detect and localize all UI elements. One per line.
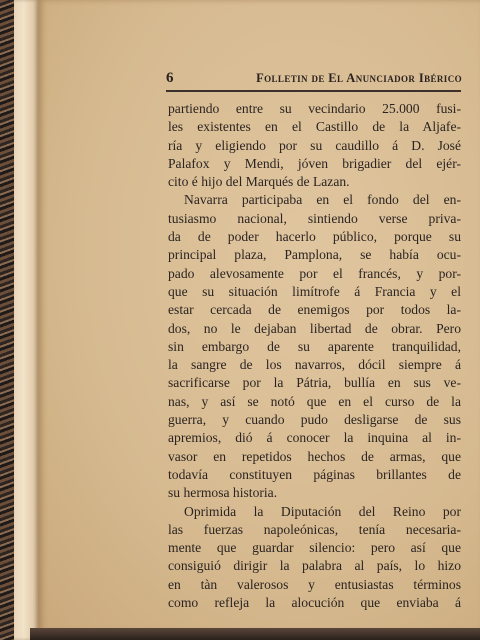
text-line: pado alevosamente por el francés, y por- (168, 265, 461, 281)
running-head: Folletin de El Anunciador Ibérico (256, 70, 462, 85)
text-line: mente que guardar silencio: pero así que (168, 540, 461, 556)
text-line: consiguió dirigir la palabra al país, lo hizo (168, 558, 461, 574)
text-line: guerra, y cuando pudo desligarse de sus (168, 412, 461, 428)
page-bottom-shadow (30, 628, 480, 640)
text-line: su hermosa historia. (168, 485, 278, 501)
body-text (168, 100, 461, 612)
page-number: 6 (166, 69, 174, 86)
text-line: sin embargo de su aparente tranquilidad, (168, 338, 461, 354)
text-line: las fuerzas napoleónicas, tenía necesaria- (168, 521, 461, 537)
previous-page-edge (14, 0, 38, 640)
text-line: partiendo entre su vecindario 25.000 fusi- (168, 101, 461, 116)
text-line: sacrificarse por la Pátria, bullía en sus ve- (168, 375, 461, 391)
text-line: principal plaza, Pamplona, se había ocu- (168, 247, 461, 263)
text-line: la sangre de los navarros, dócil siempre á (168, 357, 461, 373)
text-line: cito é hijo del Marqués de Lazan. (168, 174, 350, 190)
text-line: nas, y así se notó que en el curso de la (168, 393, 461, 409)
text-line: Palafox y Mendi, jóven brigadier del ejér- (168, 155, 461, 171)
page-header (166, 66, 462, 90)
text-line: Oprimida la Diputación del Reino por (184, 503, 461, 519)
text-line: ría y eligiendo por su caudillo á D. José (168, 137, 461, 153)
text-line: da de poder hacerlo público, porque su (168, 229, 461, 245)
text-line: les existentes en el Castillo de la Aljafe- (168, 119, 461, 135)
text-line: tusiasmo nacional, sintiendo verse priva- (168, 210, 461, 226)
text-line: como refleja la alocución que enviaba á (168, 595, 461, 611)
text-line: vasor en repetidos hechos de armas, que (168, 448, 461, 464)
book-cover-edge (0, 0, 14, 640)
text-line: estar cercada de enemigos por todos la- (168, 302, 461, 318)
text-line: todavía constituyen páginas brillantes de (168, 466, 461, 482)
text-line: Navarra participaba en el fondo del en- (184, 192, 461, 208)
text-line: dos, no le dejaban libertad de obrar. Pero (168, 320, 461, 336)
text-line: apremios, dió á conocer la inquina al in- (168, 430, 461, 446)
header-rule (166, 90, 461, 92)
text-line: en tàn valerosos y entusiastas términos (168, 576, 461, 592)
text-line: que su situación limítrofe á Francia y el (168, 283, 461, 299)
